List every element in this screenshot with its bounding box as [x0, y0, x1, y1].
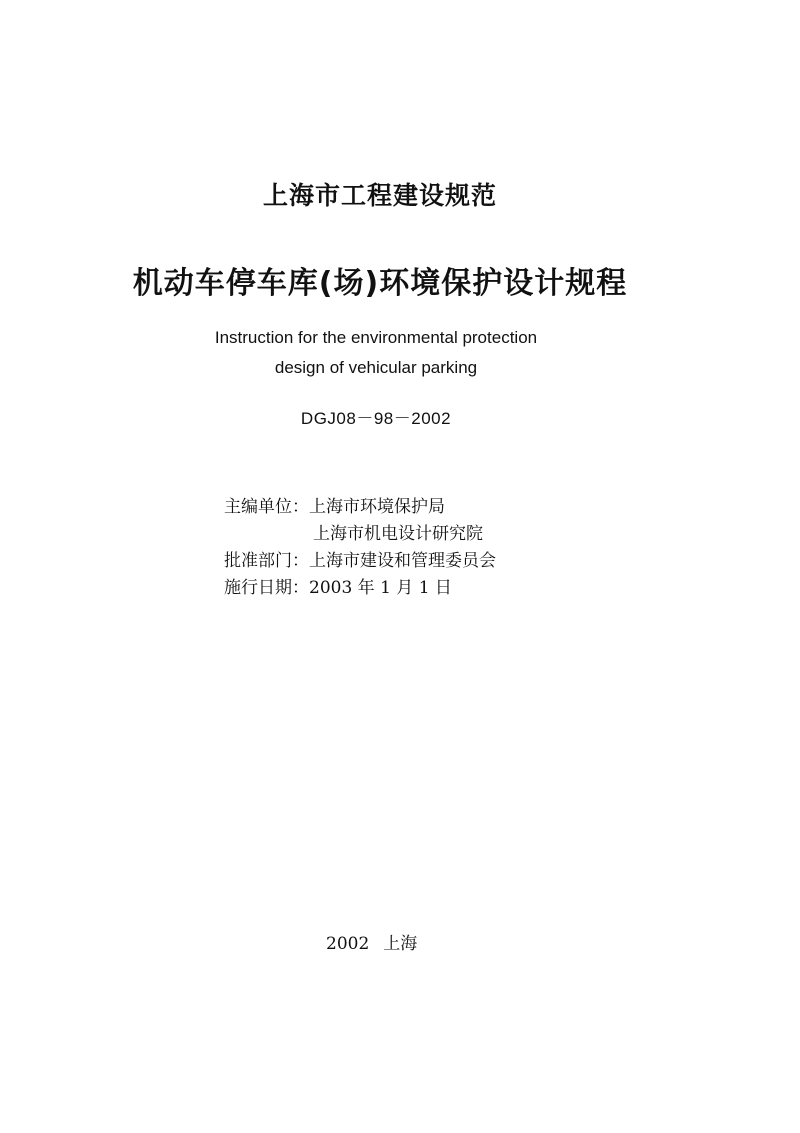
- editor-unit-1: 上海市环境保护局: [309, 497, 445, 517]
- approver-label: 批准部门：: [224, 551, 309, 571]
- editor-label: 主编单位：: [224, 497, 309, 517]
- effective-date-label: 施行日期：: [224, 578, 309, 598]
- publication-info: [224, 494, 496, 602]
- approver-row: [224, 548, 496, 575]
- editor-unit-2: 上海市机电设计研究院: [313, 524, 483, 544]
- publication-year: 2002: [326, 934, 370, 954]
- publication-footer: [326, 929, 417, 954]
- editor-row-2: [224, 521, 496, 548]
- english-title-line-2: design of vehicular parking: [274, 358, 478, 377]
- effective-date-row: [224, 575, 496, 602]
- standard-code: DGJ08－98－2002: [300, 409, 452, 428]
- publication-place: 上海: [383, 934, 418, 954]
- editor-row: [224, 494, 496, 521]
- series-title: 上海市工程建设规范: [262, 181, 497, 210]
- approver-unit: 上海市建设和管理委员会: [309, 551, 496, 571]
- effective-date: 2003 年 1 月 1 日: [309, 578, 452, 598]
- english-title-line-1: Instruction for the environmental protection: [214, 328, 538, 347]
- main-title: 机动车停车库(场)环境保护设计规程: [132, 266, 628, 301]
